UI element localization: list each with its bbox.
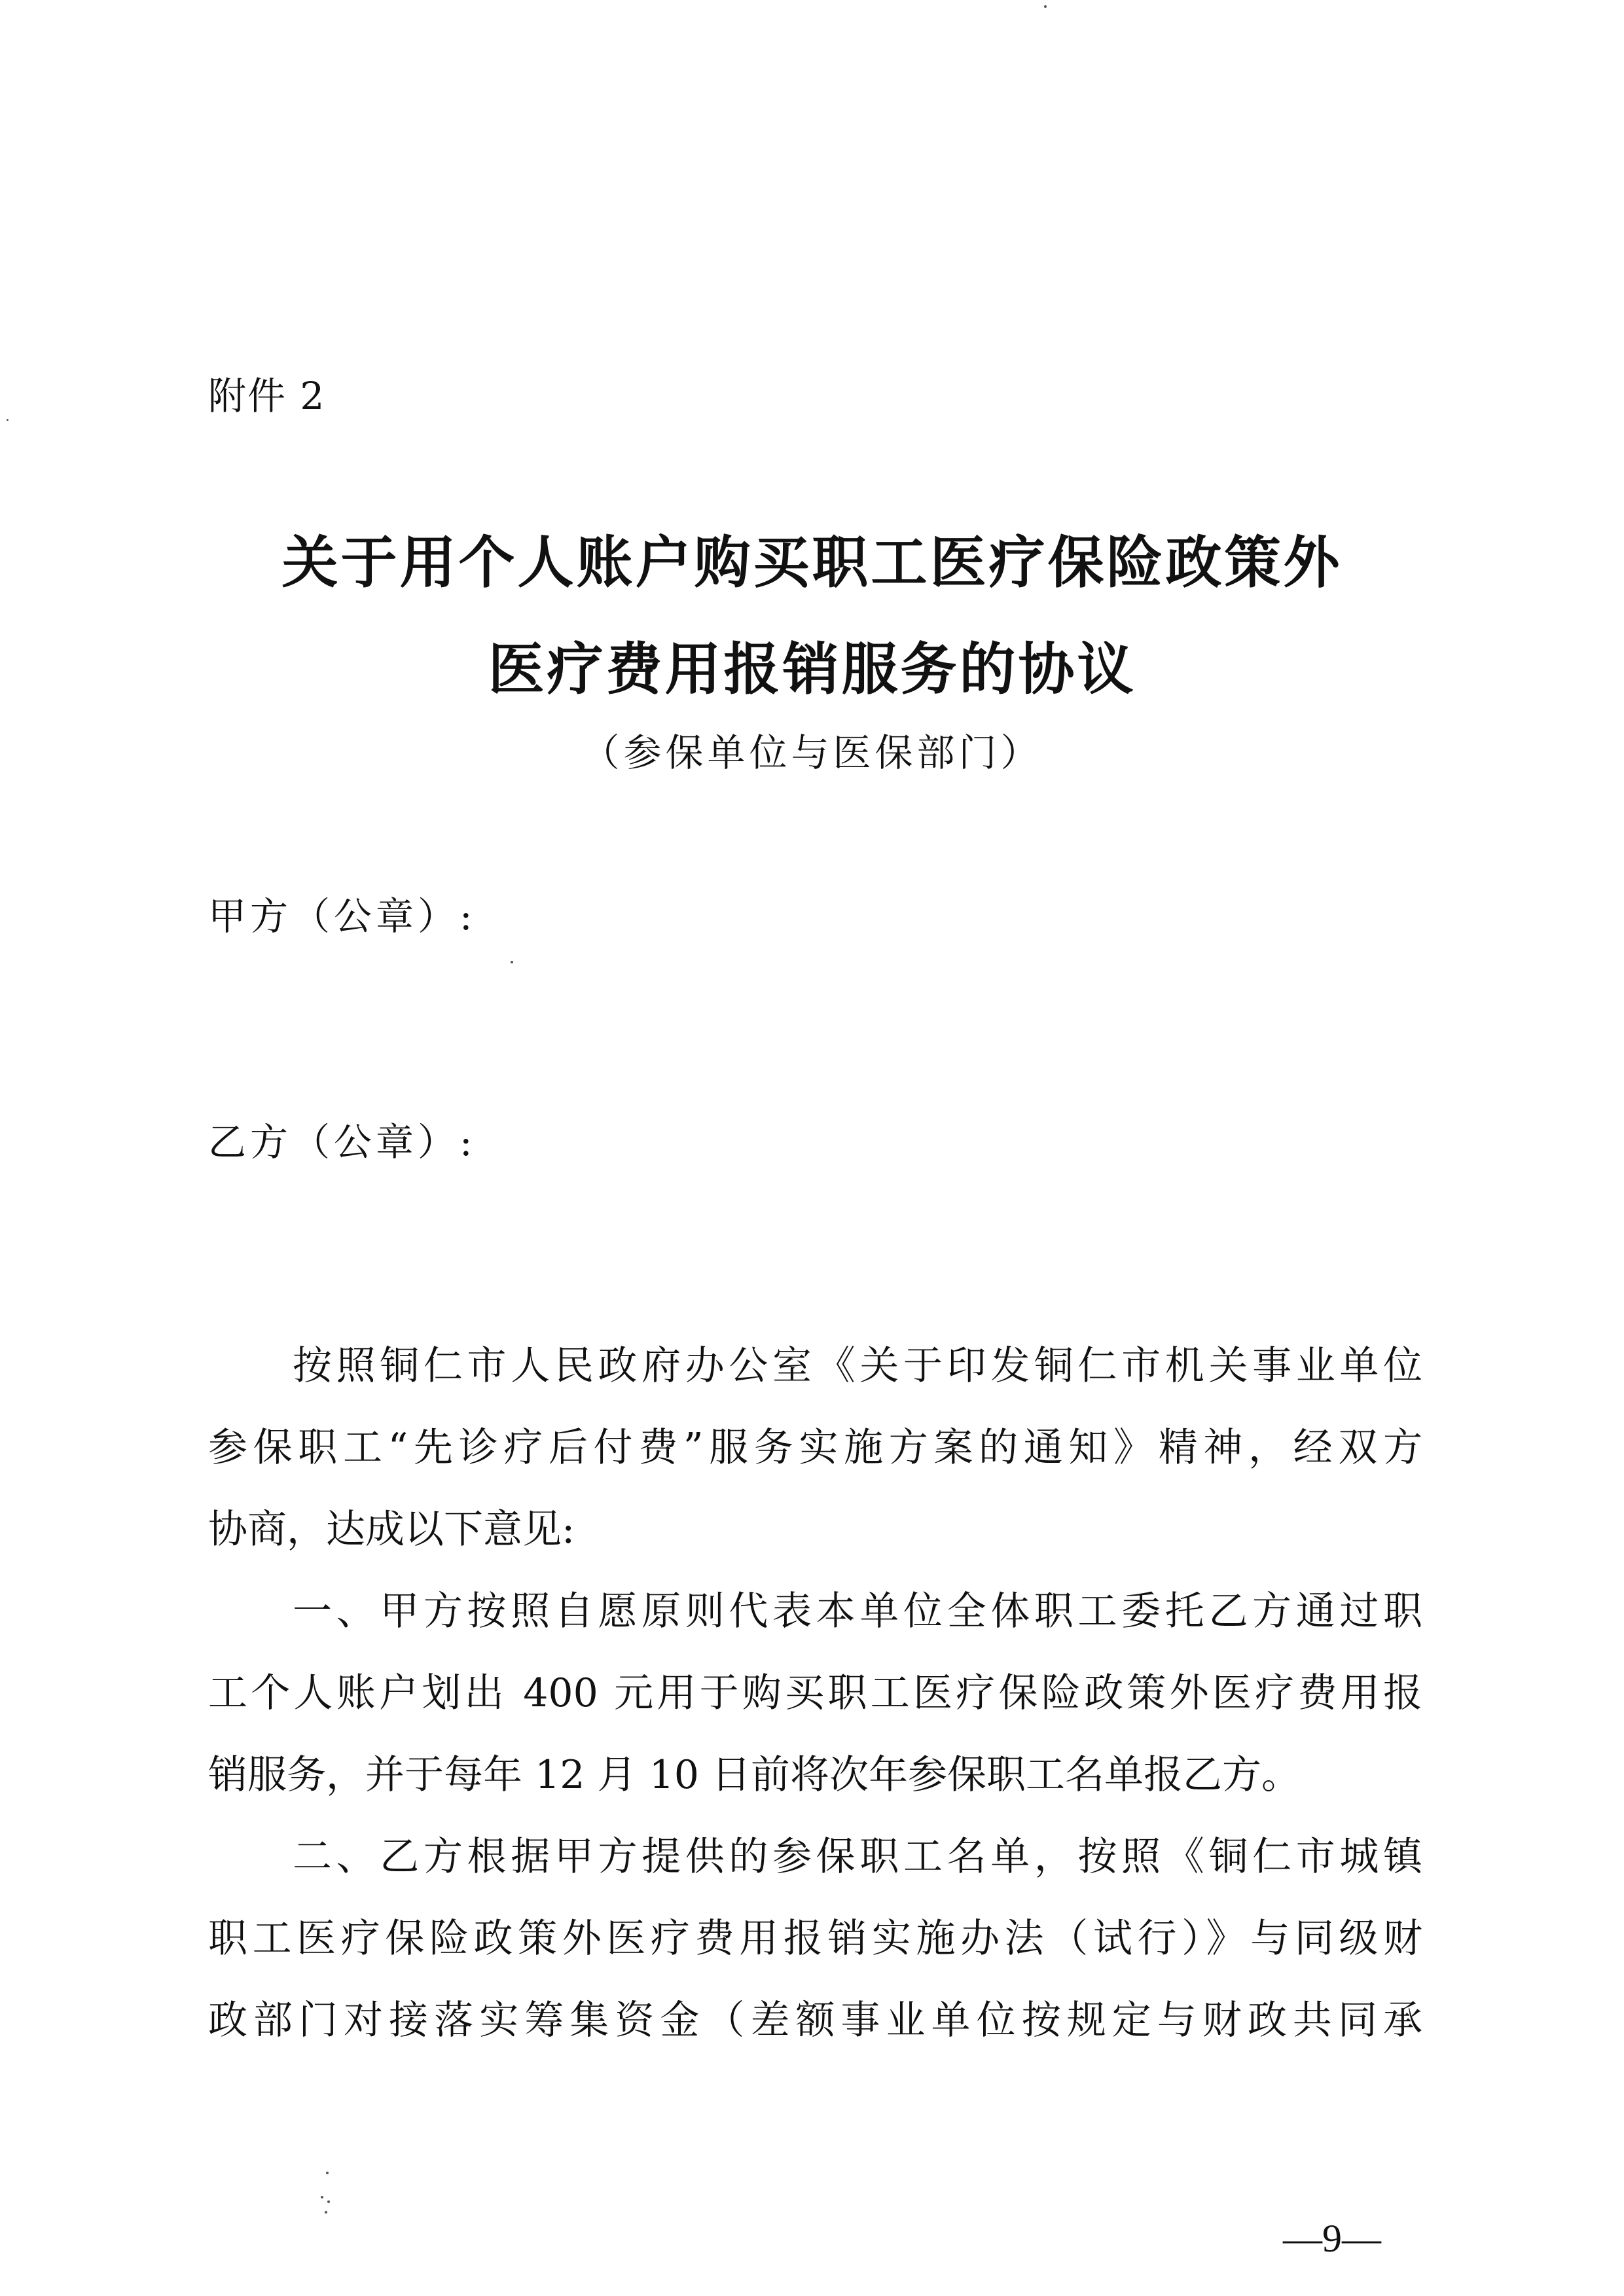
scan-speck: [1044, 5, 1047, 8]
paragraph-2-line-1: 一、甲方按照自愿原则代表本单位全体职工委托乙方通过职: [293, 1588, 1422, 1634]
scan-speck: [326, 2172, 329, 2174]
page-number: —9—: [1283, 2217, 1381, 2260]
attachment-label: 附件 2: [208, 374, 326, 418]
party-b-seal-line: 乙方（公章）:: [208, 1120, 477, 1164]
document-subtitle: （参保单位与医保部门）: [581, 730, 1043, 775]
paragraph-3-line-1: 二、乙方根据甲方提供的参保职工名单，按照《铜仁市城镇: [293, 1834, 1422, 1880]
paragraph-2-line-3: 销服务，并于每年 12 月 10 日前将次年参保职工名单报乙方。: [208, 1752, 1301, 1798]
document-title-line-2: 医疗费用报销服务的协议: [488, 636, 1136, 702]
paragraph-1-line-2: 参保职工“先诊疗后付费”服务实施方案的通知》精神，经双方: [208, 1425, 1422, 1471]
paragraph-1-line-1: 按照铜仁市人民政府办公室《关于印发铜仁市机关事业单位: [293, 1343, 1422, 1389]
scan-speck: [7, 419, 9, 421]
party-a-seal-line: 甲方（公章）:: [208, 894, 477, 939]
scan-speck: [511, 961, 513, 963]
paragraph-1-line-3: 协商，达成以下意见:: [208, 1507, 575, 1552]
paragraph-3-line-2: 职工医疗保险政策外医疗费用报销实施办法（试行）》与同级财: [208, 1916, 1422, 1962]
paragraph-2-line-2: 工个人账户划出 400 元用于购买职工医疗保险政策外医疗费用报: [208, 1670, 1422, 1716]
paragraph-3-line-3: 政部门对接落实筹集资金（差额事业单位按规定与财政共同承: [208, 1998, 1422, 2043]
scan-speck: [325, 2211, 327, 2214]
document-title-line-1: 关于用个人账户购买职工医疗保险政策外: [281, 529, 1343, 596]
scan-speck: [327, 2200, 330, 2203]
scan-speck: [321, 2196, 323, 2198]
